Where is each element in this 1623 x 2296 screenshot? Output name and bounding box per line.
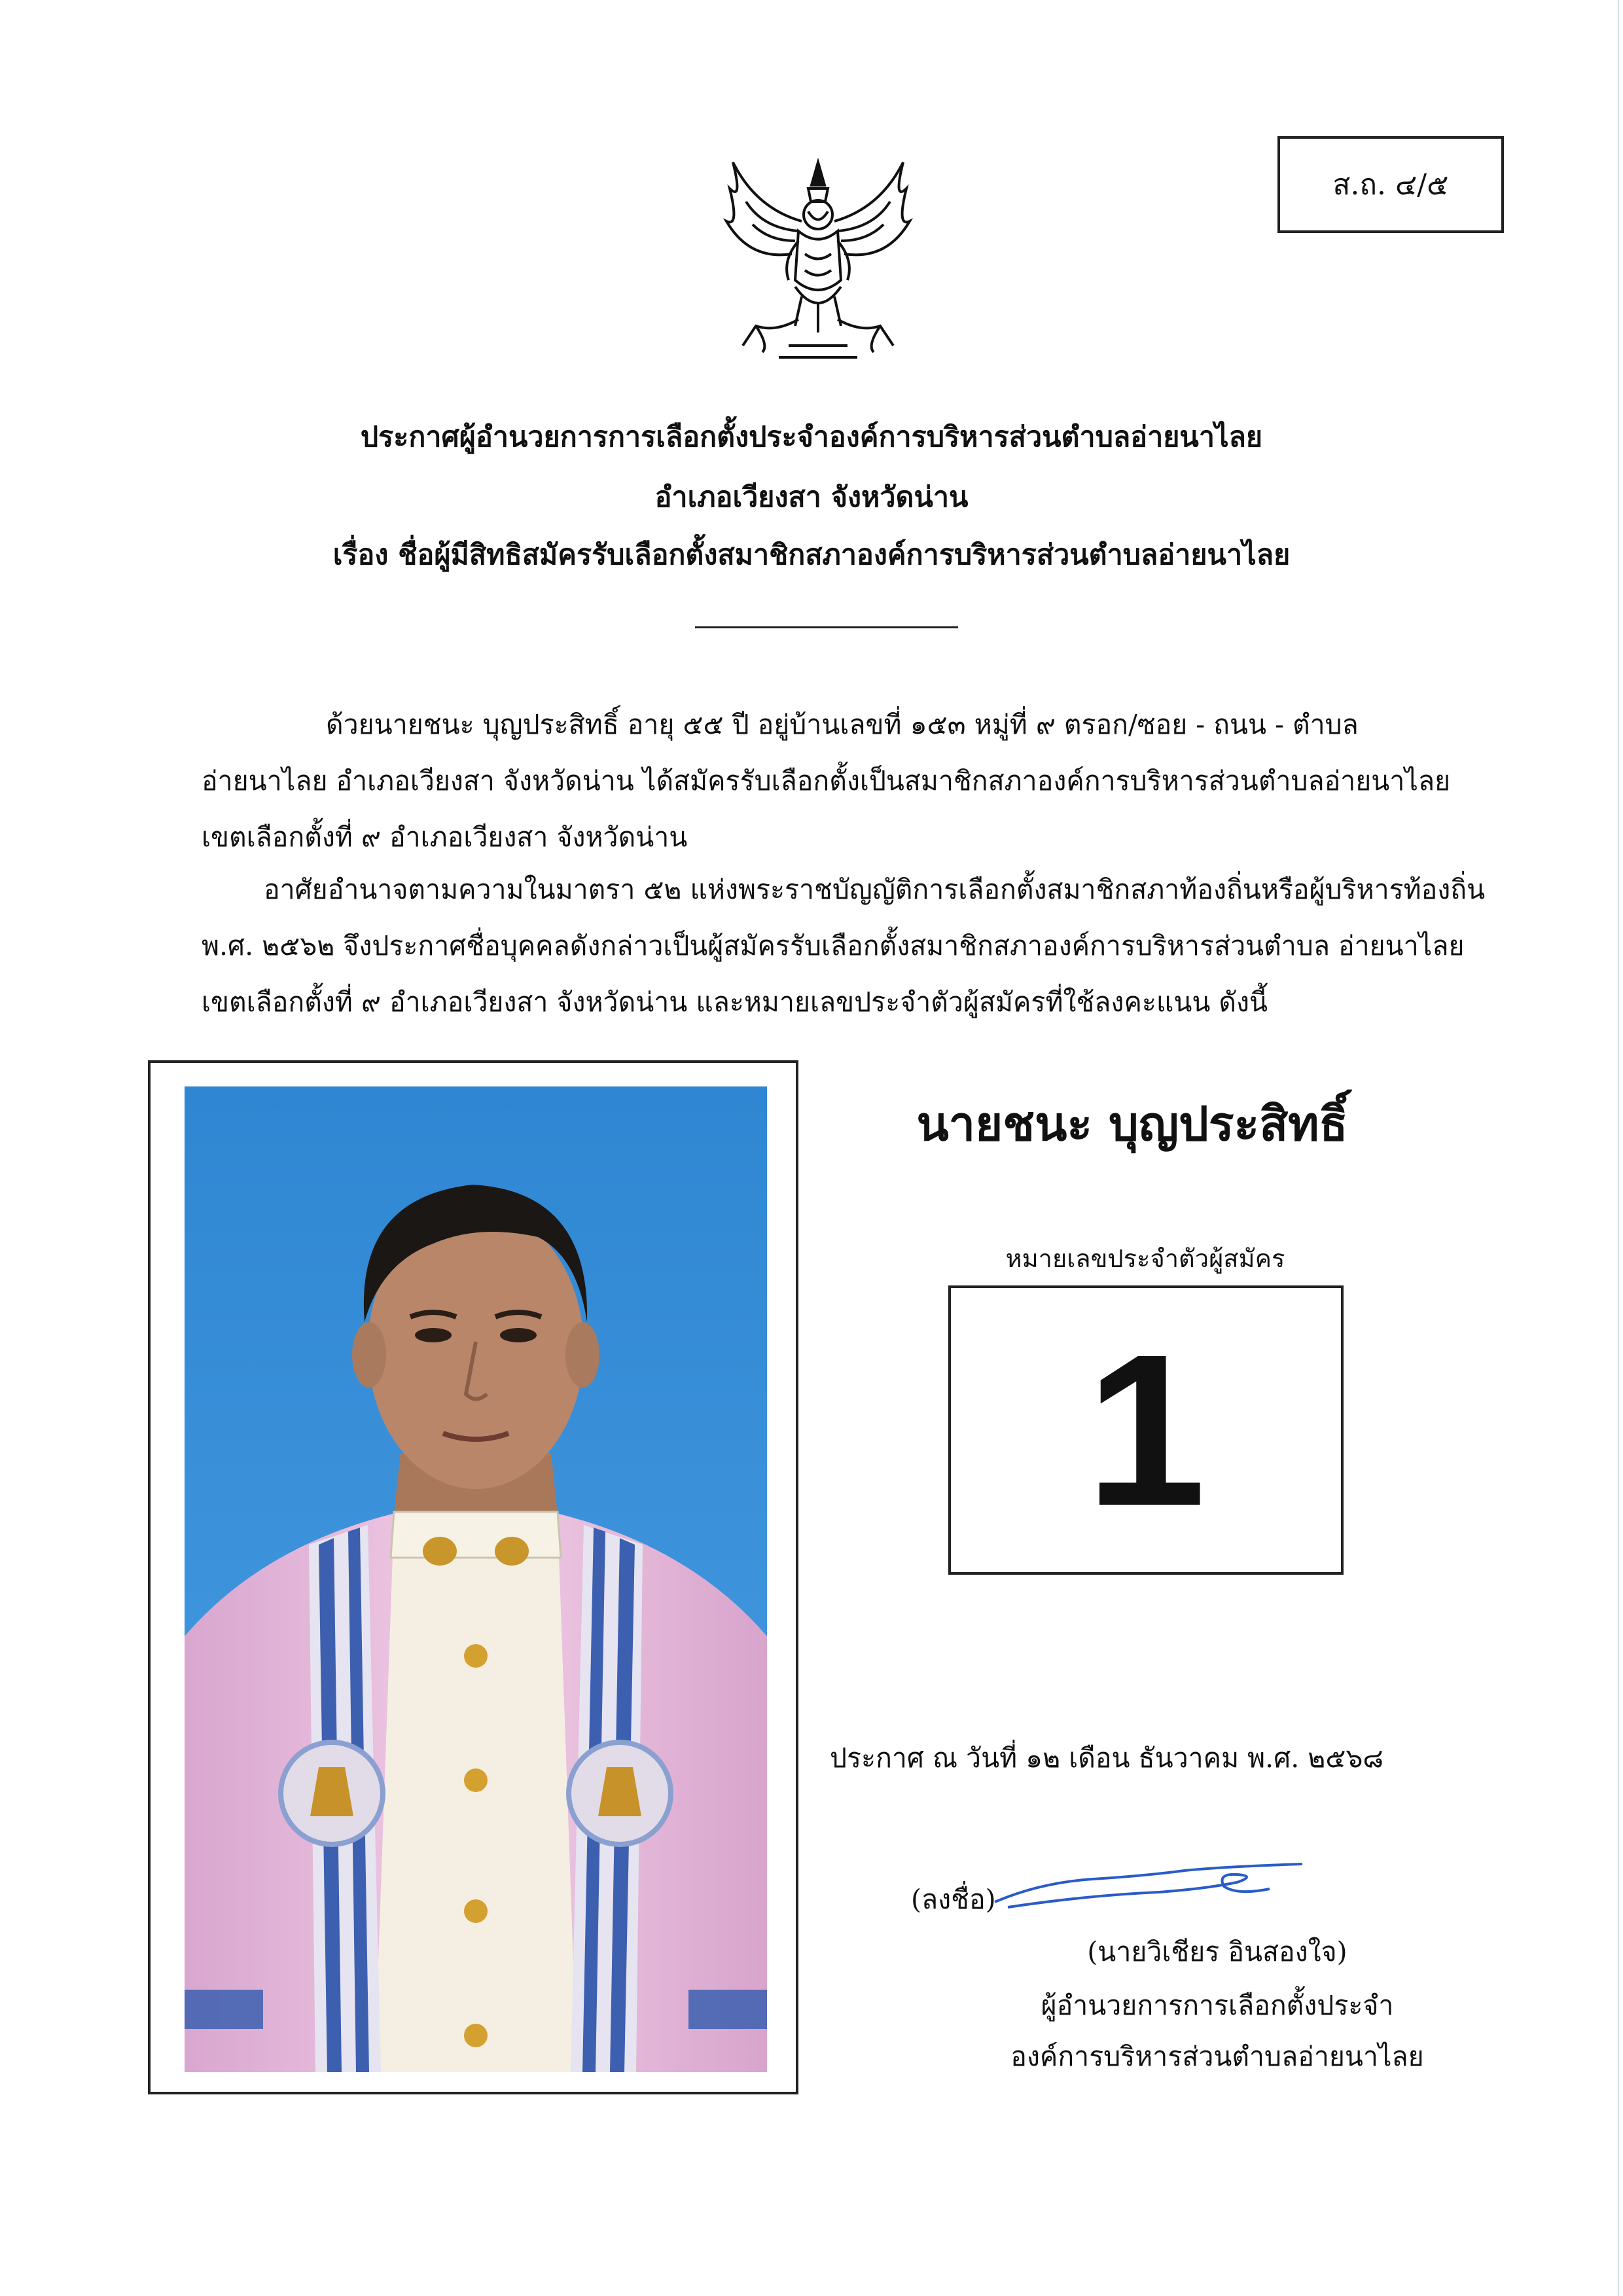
form-code-box	[1277, 136, 1504, 233]
handwritten-signature	[988, 1856, 1315, 1915]
candidate-number-label: หมายเลขประจำตัวผู้สมัคร	[1005, 1244, 1285, 1273]
header-subject: เรื่อง ชื่อผู้มีสิทธิสมัครรับเลือกตั้งสมาชิกสภาองค์การบริหารส่วนตำบลอ่ายนาไลย	[332, 539, 1291, 571]
candidate-number-box	[948, 1285, 1344, 1575]
paragraph-authority	[202, 861, 1486, 1030]
signer-position-line1: ผู้อำนวยการการเลือกตั้งประจำ	[1041, 1990, 1394, 2021]
candidate-name: นายชนะ บุญประสิทธิ์	[916, 1096, 1348, 1151]
paragraph-line: อ่ายนาไลย อำเภอเวียงสา จังหวัดน่าน ได้สมัครรับเลือกตั้งเป็นสมาชิกสภาองค์การบริหารส่วนตำบลอ่ายนาไลย	[202, 765, 1451, 797]
candidate-photo	[185, 1086, 767, 2072]
announcement-date: ประกาศ ณ วันที่ ๑๒ เดือน ธันวาคม พ.ศ. ๒๕๖๘	[830, 1742, 1384, 1774]
header-title: ประกาศผู้อำนวยการการเลือกตั้งประจำองค์การบริหารส่วนตำบลอ่ายนาไลย	[360, 421, 1263, 454]
page-edge	[1618, 0, 1619, 2296]
candidate-number: 1	[1086, 1309, 1206, 1551]
signature-label: (ลงชื่อ)	[911, 1884, 996, 1915]
form-code: ส.ถ. ๔/๕	[1332, 168, 1449, 202]
paragraph-line: เขตเลือกตั้งที่ ๙ อำเภอเวียงสา จังหวัดน่าน และหมายเลขประจำตัวผู้สมัครที่ใช้ลงคะแนน ดังนี้	[202, 986, 1268, 1018]
signer-name: (นายวิเชียร อินสองใจ)	[1087, 1936, 1347, 1967]
paragraph-line: ด้วยนายชนะ บุญประสิทธิ์ อายุ ๕๕ ปี อยู่บ้านเลขที่ ๑๕๓ หมู่ที่ ๙ ตรอก/ซอย - ถนน - ตำบล	[326, 709, 1359, 740]
paragraph-line: อาศัยอำนาจตามความในมาตรา ๕๒ แห่งพระราชบัญญัติการเลือกตั้งสมาชิกสภาท้องถิ่นหรือผู้บริหารท้องถิ่น	[264, 874, 1486, 905]
garuda-emblem-icon	[717, 149, 919, 365]
paragraph-line: พ.ศ. ๒๕๖๒ จึงประกาศชื่อบุคคลดังกล่าวเป็นผู้สมัครรับเลือกตั้งสมาชิกสภาองค์การบริหารส่วนตำบล อ่ายนาไลย	[202, 930, 1465, 961]
candidate-photo-frame	[148, 1060, 798, 2094]
paragraph-applicant	[202, 696, 1455, 865]
header-district: อำเภอเวียงสา จังหวัดน่าน	[654, 481, 969, 514]
signer-position-line2: องค์การบริหารส่วนตำบลอ่ายนาไลย	[1010, 2041, 1424, 2072]
paragraph-line: เขตเลือกตั้งที่ ๙ อำเภอเวียงสา จังหวัดน่าน	[202, 821, 688, 853]
header-divider	[695, 626, 958, 628]
